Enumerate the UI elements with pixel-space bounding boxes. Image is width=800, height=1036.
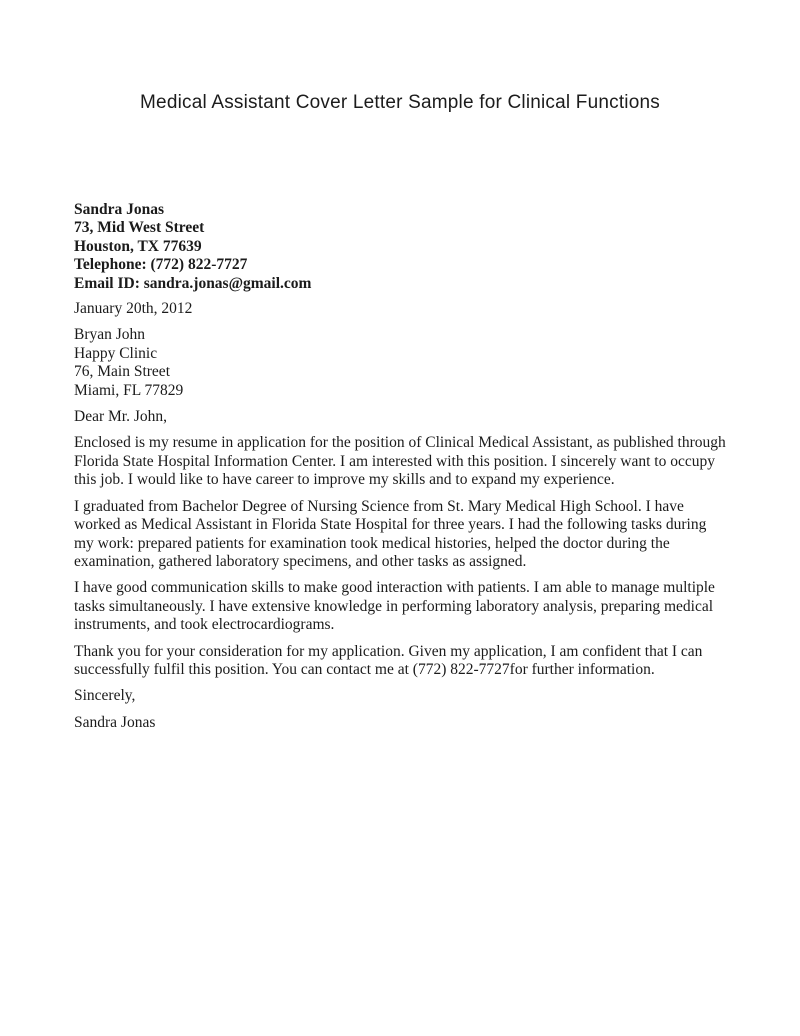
sender-block xyxy=(74,201,726,293)
paragraph-4: Thank you for your consideration for my application. Given my application, I am confident that I can successfully fulfil this position. You can contact me at (772) 822-7727for further information. xyxy=(74,642,703,678)
closing: Sincerely, xyxy=(74,687,136,705)
paragraph-2: I graduated from Bachelor Degree of Nursing Science from St. Mary Medical High School. I have worked as Medical Assistant in Florida State Hospital for three years. I had the following tasks during my work: prepared patients for examination took medical histories, helped the doctor during the examination, gathered laboratory specimens, and other tasks as assigned. xyxy=(74,497,707,570)
salutation: Dear Mr. John, xyxy=(74,408,167,426)
signature: Sandra Jonas xyxy=(74,713,156,731)
sender-street: 73, Mid West Street xyxy=(74,219,205,237)
recipient-block xyxy=(74,326,726,400)
paragraph-1: Enclosed is my resume in application for the position of Clinical Medical Assistant, as published through Florida State Hospital Information Center. I am interested with this position. I sincerely want to occupy this job. I would like to have career to improve my skills and to expand my experience. xyxy=(74,434,726,489)
letter-body xyxy=(74,201,726,732)
recipient-name: Bryan John xyxy=(74,326,146,344)
recipient-company: Happy Clinic xyxy=(74,344,158,362)
sender-name: Sandra Jonas xyxy=(74,201,165,218)
recipient-street: 76, Main Street xyxy=(74,363,170,381)
sender-telephone: Telephone: (772) 822-7727 xyxy=(74,256,248,274)
letter-date: January 20th, 2012 xyxy=(74,300,193,318)
recipient-city: Miami, FL 77829 xyxy=(74,381,184,399)
sender-email: Email ID: sandra.jonas@gmail.com xyxy=(74,274,312,292)
paragraph-3: I have good communication skills to make good interaction with patients. I am able to manage multiple tasks simultaneously. I have extensive knowledge in performing laboratory analysis, preparing medical instruments, and took electrocardiograms. xyxy=(74,579,715,634)
sender-city: Houston, TX 77639 xyxy=(74,237,202,255)
page-title: Medical Assistant Cover Letter Sample for Clinical Functions xyxy=(140,92,660,113)
